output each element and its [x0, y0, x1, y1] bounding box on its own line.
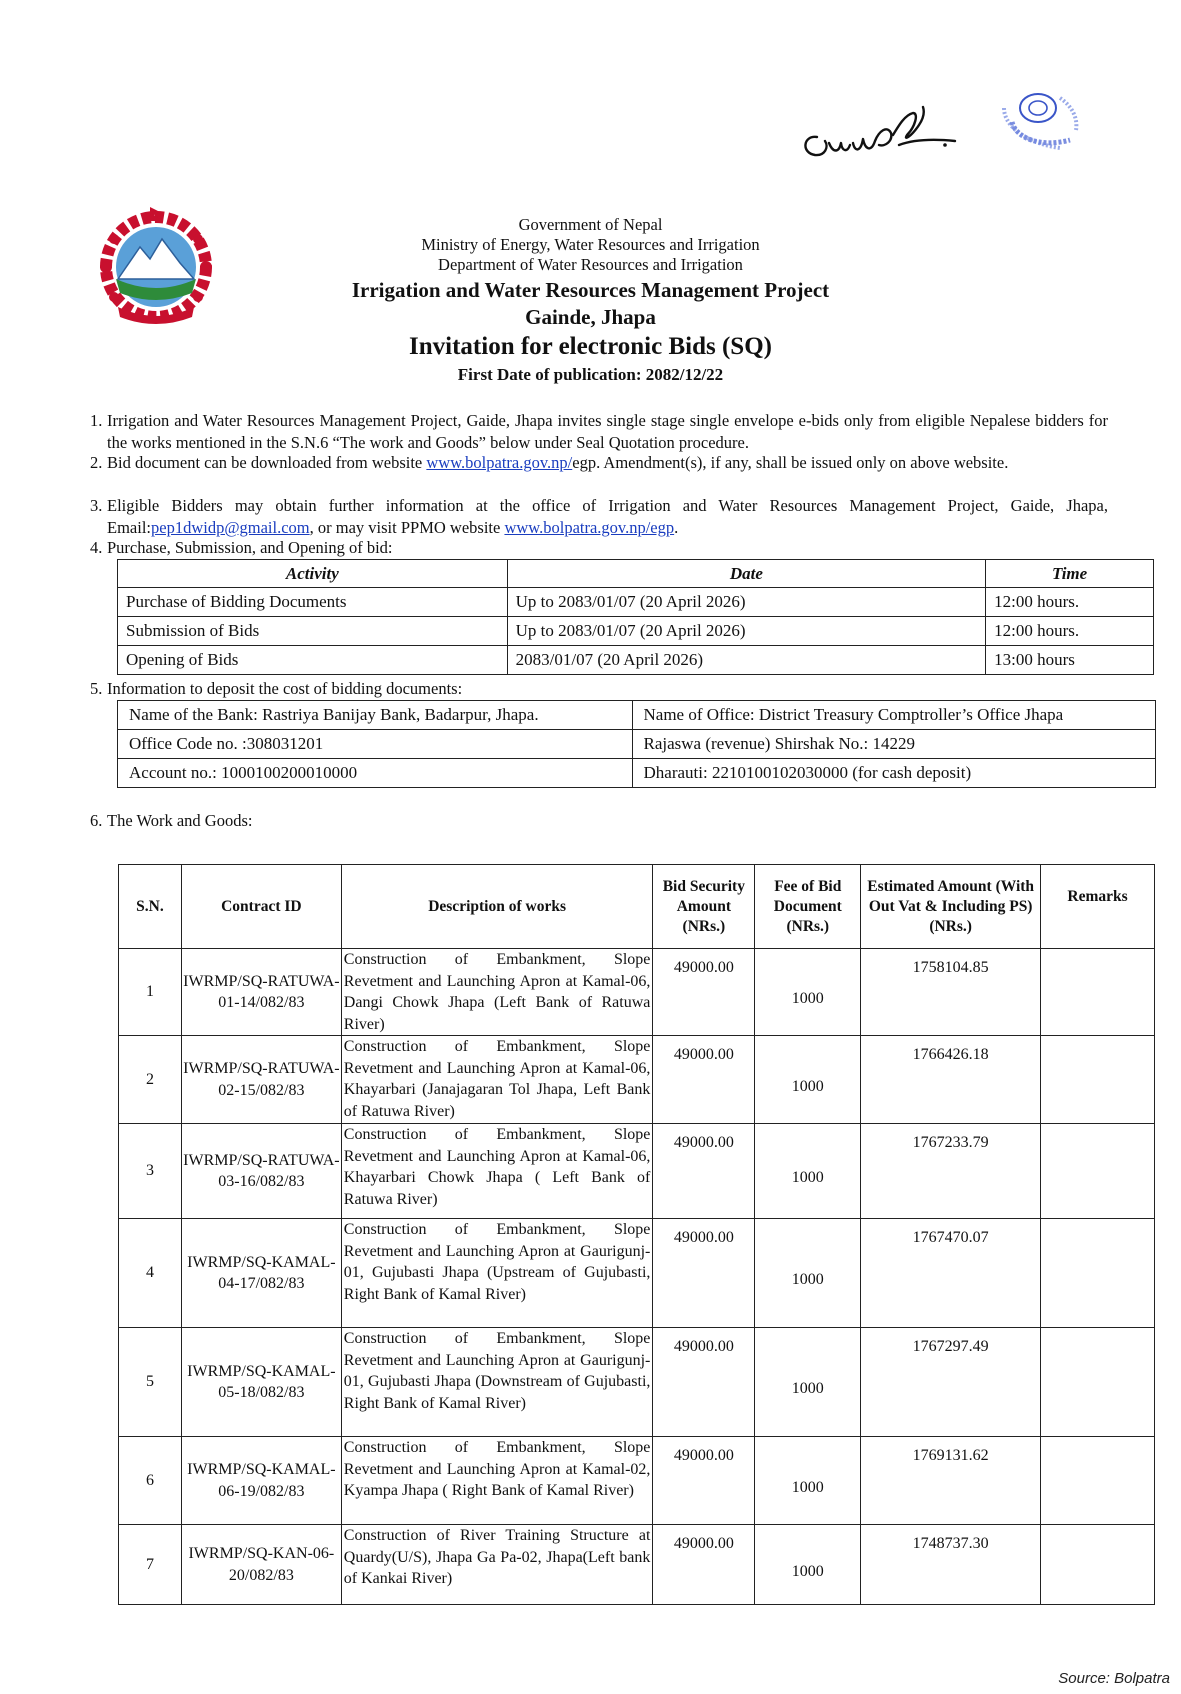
table-row: [119, 1328, 1155, 1437]
item-2-text: [107, 452, 1108, 474]
deposit-left-cell: Office Code no. :308031201: [118, 730, 633, 759]
estimate-cell: 1767297.49: [861, 1328, 1041, 1437]
description-cell: Construction of River Training Structure at Quardy(U/S), Jhapa Ga Pa-02, Jhapa(Left bank of Kankai River): [341, 1525, 653, 1605]
table-row: [118, 701, 1156, 730]
item-4: [90, 537, 1108, 559]
deposit-left-cell: Account no.: 1000100200010000: [118, 759, 633, 788]
deposit-right-cell: Rajaswa (revenue) Shirshak No.: 14229: [632, 730, 1156, 759]
time-cell: 12:00 hours.: [986, 588, 1154, 617]
time-cell: 13:00 hours: [986, 646, 1154, 675]
remarks-cell: [1041, 1036, 1155, 1124]
table-row: [119, 1036, 1155, 1124]
contract-id-cell: IWRMP/SQ-KAMAL-05-18/082/83: [181, 1328, 341, 1437]
sn-cell: 2: [119, 1036, 182, 1124]
department-line: Department of Water Resources and Irrigation: [438, 255, 743, 274]
fee-cell: 1000: [755, 1124, 861, 1219]
schedule-header-row: [118, 560, 1154, 588]
estimate-cell: 1766426.18: [861, 1036, 1041, 1124]
bid-security-header: Bid Security Amount (NRs.): [653, 865, 755, 949]
bid-security-cell: 49000.00: [653, 949, 755, 1036]
sn-header: S.N.: [119, 865, 182, 949]
item-2: [90, 452, 1108, 474]
description-cell: Construction of Embankment, Slope Revetment and Launching Apron at Gaurigunj-01, Gujubasti Jhapa (Downstream of Gujubasti, Right Bank of Kamal River): [341, 1328, 653, 1437]
notice-title: Invitation for electronic Bids (SQ): [409, 333, 772, 360]
contract-id-cell: IWRMP/SQ-KAMAL-06-19/082/83: [181, 1437, 341, 1525]
item-5: [90, 678, 1108, 700]
sn-cell: 7: [119, 1525, 182, 1605]
bolpatra-link[interactable]: www.bolpatra.gov.np/: [426, 453, 573, 472]
bid-security-cell: 49000.00: [653, 1219, 755, 1328]
estimate-header: Estimated Amount (With Out Vat & Including PS) (NRs.): [861, 865, 1041, 949]
item-4-number: 4.: [90, 538, 103, 557]
activity-cell: Submission of Bids: [118, 617, 508, 646]
table-row: [119, 1525, 1155, 1605]
item-3-number: 3.: [90, 496, 103, 515]
deposit-right-cell: Dharauti: 2210100102030000 (for cash deposit): [632, 759, 1156, 788]
contract-id-cell: IWRMP/SQ-RATUWA-03-16/082/83: [181, 1124, 341, 1219]
ministry-line: Ministry of Energy, Water Resources and Irrigation: [421, 235, 760, 254]
source-credit: Source: Bolpatra: [1058, 1670, 1170, 1687]
description-cell: Construction of Embankment, Slope Revetment and Launching Apron at Kamal-02, Kyampa Jhapa ( Right Bank of Kamal River): [341, 1437, 653, 1525]
description-cell: Construction of Embankment, Slope Revetment and Launching Apron at Kamal-06, Khayarbari (Janajagaran Tol Jhapa, Left Bank of Ratuwa River): [341, 1036, 653, 1124]
item-2-text-start: Bid document can be downloaded from website: [107, 453, 427, 472]
bid-security-cell: 49000.00: [653, 1328, 755, 1437]
signature: [795, 95, 960, 165]
table-row: [119, 1437, 1155, 1525]
fee-cell: 1000: [755, 949, 861, 1036]
date-header: Date: [507, 560, 986, 588]
bid-security-cell: 49000.00: [653, 1124, 755, 1219]
sn-cell: 1: [119, 949, 182, 1036]
table-row: [119, 1124, 1155, 1219]
office-seal-stamp: [990, 78, 1090, 158]
works-table: [118, 864, 1155, 1605]
works-header-row: [119, 865, 1155, 949]
item-4-text: Purchase, Submission, and Opening of bid:: [107, 538, 393, 557]
item-3-text-start: Eligible Bidders may obtain further information at the office of Irrigation and Water Resources Management Project, Gaide, Jhapa, Email:: [107, 496, 1108, 537]
item-2-link-tail: egp: [572, 453, 597, 472]
estimate-cell: 1769131.62: [861, 1437, 1041, 1525]
fee-cell: 1000: [755, 1525, 861, 1605]
remarks-cell: [1041, 1328, 1155, 1437]
item-1: [90, 410, 1108, 453]
fee-cell: 1000: [755, 1219, 861, 1328]
date-cell: Up to 2083/01/07 (20 April 2026): [507, 588, 986, 617]
govt-line: Government of Nepal: [518, 215, 663, 234]
fee-cell: 1000: [755, 1328, 861, 1437]
bid-security-cell: 49000.00: [653, 1437, 755, 1525]
date-cell: 2083/01/07 (20 April 2026): [507, 646, 986, 675]
remarks-cell: [1041, 1437, 1155, 1525]
item-3-text-end: .: [674, 517, 679, 537]
table-row: [118, 646, 1154, 675]
remarks-header: Remarks: [1041, 865, 1155, 949]
item-3: [90, 495, 1108, 538]
table-row: [119, 949, 1155, 1036]
item-2-text-end: . Amendment(s), if any, shall be issued only on above website.: [596, 453, 1009, 472]
table-row: [118, 759, 1156, 788]
time-cell: 12:00 hours.: [986, 617, 1154, 646]
bid-schedule-table: [117, 559, 1154, 675]
bid-security-cell: 49000.00: [653, 1525, 755, 1605]
table-row: [118, 617, 1154, 646]
sn-cell: 6: [119, 1437, 182, 1525]
activity-cell: Opening of Bids: [118, 646, 508, 675]
sn-cell: 3: [119, 1124, 182, 1219]
remarks-cell: [1041, 1525, 1155, 1605]
activity-header: Activity: [118, 560, 508, 588]
estimate-cell: 1767233.79: [861, 1124, 1041, 1219]
description-header: Description of works: [341, 865, 653, 949]
fee-cell: 1000: [755, 1437, 861, 1525]
item-3-text: [107, 495, 1108, 538]
publication-date: First Date of publication: 2082/12/22: [457, 365, 724, 384]
ppmo-link[interactable]: www.bolpatra.gov.np/egp: [504, 517, 675, 537]
item-5-text: Information to deposit the cost of bidding documents:: [107, 679, 463, 698]
item-6: [90, 810, 1108, 832]
item-3-text-mid: , or may visit PPMO website: [309, 517, 505, 537]
description-cell: Construction of Embankment, Slope Revetment and Launching Apron at Kamal-06, Khayarbari Chowk Jhapa ( Left Bank of Ratuwa River): [341, 1124, 653, 1219]
deposit-right-cell: Name of Office: District Treasury Comptroller’s Office Jhapa: [632, 701, 1156, 730]
deposit-left-cell: Name of the Bank: Rastriya Banijay Bank, Badarpur, Jhapa.: [118, 701, 633, 730]
time-header: Time: [986, 560, 1154, 588]
date-cell: Up to 2083/01/07 (20 April 2026): [507, 617, 986, 646]
contract-id-cell: IWRMP/SQ-KAMAL-04-17/082/83: [181, 1219, 341, 1328]
table-row: [119, 1219, 1155, 1328]
item-6-number: 6.: [90, 811, 103, 830]
project-name: Irrigation and Water Resources Management Project: [351, 278, 830, 302]
item-6-text: The Work and Goods:: [107, 811, 253, 830]
item-5-number: 5.: [90, 679, 103, 698]
sn-cell: 5: [119, 1328, 182, 1437]
description-cell: Construction of Embankment, Slope Revetment and Launching Apron at Kamal-06, Dangi Chowk Jhapa (Left Bank of Ratuwa River): [341, 949, 653, 1036]
remarks-cell: [1041, 1219, 1155, 1328]
estimate-cell: 1767470.07: [861, 1219, 1041, 1328]
remarks-cell: [1041, 1124, 1155, 1219]
description-cell: Construction of Embankment, Slope Revetment and Launching Apron at Gaurigunj-01, Gujubasti Jhapa (Upstream of Gujubasti, Right Bank of Kamal River): [341, 1219, 653, 1328]
sn-cell: 4: [119, 1219, 182, 1328]
activity-cell: Purchase of Bidding Documents: [118, 588, 508, 617]
estimate-cell: 1748737.30: [861, 1525, 1041, 1605]
fee-header: Fee of Bid Document (NRs.): [755, 865, 861, 949]
table-row: [118, 730, 1156, 759]
project-location: Gainde, Jhapa: [525, 305, 656, 329]
remarks-cell: [1041, 949, 1155, 1036]
estimate-cell: 1758104.85: [861, 949, 1041, 1036]
bid-security-cell: 49000.00: [653, 1036, 755, 1124]
contract-id-header: Contract ID: [181, 865, 341, 949]
item-2-number: 2.: [90, 453, 103, 472]
fee-cell: 1000: [755, 1036, 861, 1124]
contract-id-cell: IWRMP/SQ-RATUWA-01-14/082/83: [181, 949, 341, 1036]
contract-id-cell: IWRMP/SQ-KAN-06-20/082/83: [181, 1525, 341, 1605]
email-link[interactable]: pep1dwidp@gmail.com: [151, 517, 310, 537]
table-row: [118, 588, 1154, 617]
contract-id-cell: IWRMP/SQ-RATUWA-02-15/082/83: [181, 1036, 341, 1124]
item-1-text: Irrigation and Water Resources Management Project, Gaide, Jhapa invites single stage single envelope e-bids only from eligible Nepalese bidders for the works mentioned in the S.N.6 “The work and Goods” below under Seal Quotation procedure.: [107, 411, 1108, 452]
item-1-number: 1.: [90, 411, 103, 430]
deposit-info-table: [117, 700, 1156, 788]
